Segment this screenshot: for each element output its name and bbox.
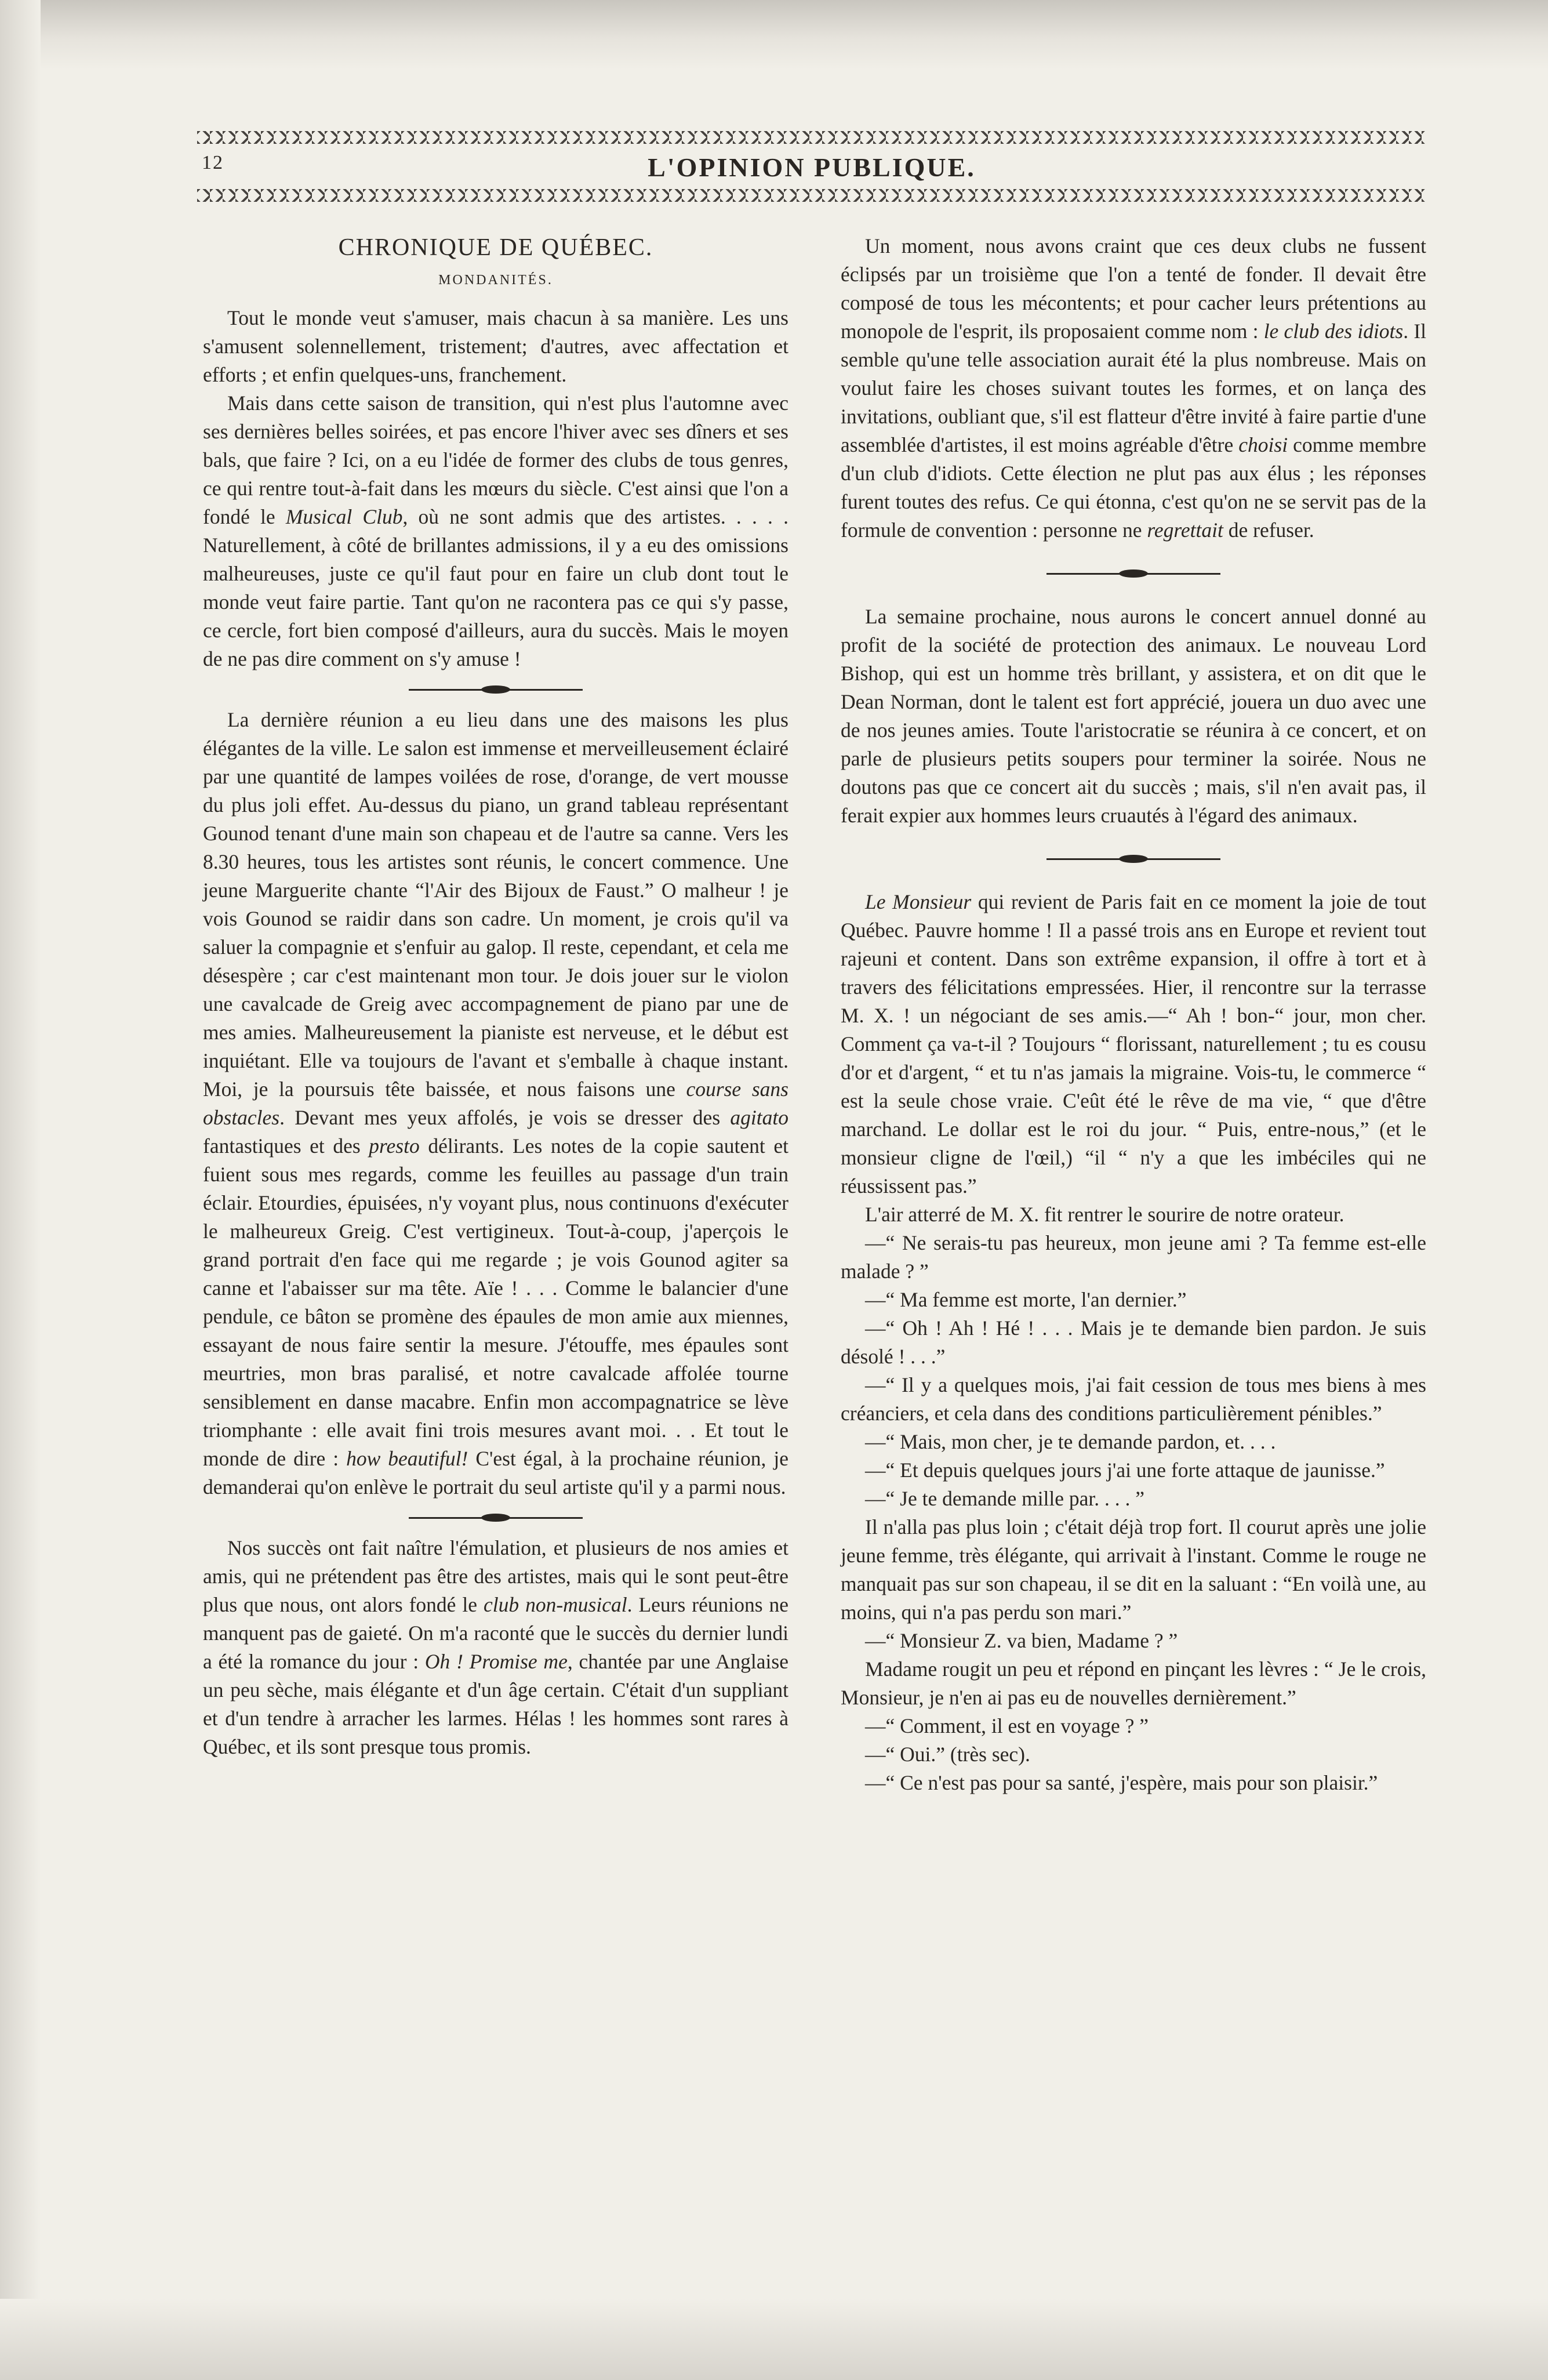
paragraph: Madame rougit un peu et répond en pinçant les lèvres : “ Je le crois, Monsieur, je n'en ai pas eu de nouvelles dernièrement.” — [841, 1657, 1426, 1709]
paragraph: Tout le monde veut s'amuser, mais chacun à sa manière. Les uns s'amusent solennellement, tristement; d'autres, avec affectation et efforts ; et enfin quelques-uns, franchement. — [203, 306, 788, 386]
section-separator — [841, 557, 1426, 590]
paragraph: Il n'alla pas plus loin ; c'était déjà trop fort. Il courut après une jolie jeune femme, très élégante, qui arrivait à l'instant. Comme le rouge ne manquait pas sur son chapeau, il se dit en la saluant : “En voilà une, au moins, qui n'a pas perdu son mari.” — [841, 1515, 1426, 1624]
journal-title: L'OPINION PUBLIQUE. — [648, 153, 976, 182]
dialogue-line: —“ Ma femme est morte, l'an dernier.” — [865, 1288, 1187, 1311]
paragraph: Le Monsieur qui revient de Paris fait en ce moment la joie de tout Québec. Pauvre homme ! Il a passé trois ans en Europe et revient tout rajeuni et content. Dans son extrême expansion, il offre à tort et à travers des félicitations empressées. Hier, il rencontre sur la terrasse M. X. ! un négociant de ses amis.—“ Ah ! bon-“ jour, mon cher. Comment ça va-t-il ? Toujours “ florissant, naturellement ; tu es cousu d'or et d'argent, “ et tu n'as jamais la migraine. Vois-tu, le commerce “ est la seule chose vraie. C'eût été le rêve de ma vie, “ que d'être marchand. Le dollar est le roi du jour. “ Puis, entre-nous,” (et le monsieur cligne de l'œil,) “il “ n'y a que les imbéciles qui ne réussissent pas.” — [841, 890, 1426, 1198]
dialogue-line: —“ Ce n'est pas pour sa santé, j'espère, mais pour son plaisir.” — [865, 1771, 1378, 1794]
left-column — [203, 232, 788, 1761]
dialogue-line: —“ Je te demande mille par. . . . ” — [865, 1487, 1145, 1510]
paragraph: Mais dans cette saison de transition, qui n'est plus l'automne avec ses dernières belles soirées, et pas encore l'hiver avec ses dîners et ses bals, que faire ? Ici, on a eu l'idée de former des clubs de tous genres, ce qui rentre tout-à-fait dans les mœurs du siècle. C'est ainsi que l'on a fondé le Musical Club, où ne sont admis que des artistes. . . . . Naturellement, à côté de brillantes admissions, il y a eu des omissions malheureuses, juste ce qu'il faut pour en faire un club dont tout le monde veut faire partie. Tant qu'on ne racontera pas ce qui s'y passe, ce cercle, fort bien composé d'ailleurs, aura du succès. Mais le moyen de ne pas dire comment on s'y amuse ! — [203, 391, 788, 670]
dialogue-line: —“ Comment, il est en voyage ? ” — [865, 1714, 1149, 1737]
paragraph: Nos succès ont fait naître l'émulation, et plusieurs de nos amies et amis, qui ne prétendent pas être des artistes, mais qui le sont peut-être plus que nous, ont alors fondé le club non-musical. Leurs réunions ne manquent pas de gaieté. On m'a raconté que le succès du dernier lundi a été la romance du jour : Oh ! Promise me, chantée par une Anglaise un peu sèche, mais élégante et d'un âge certain. C'était d'un suppliant et d'un tendre à arracher les larmes. Hélas ! les hommes sont rares à Québec, et ils sont presque tous promis. — [203, 1536, 788, 1758]
article-subtitle: MONDANITÉS. — [438, 273, 553, 288]
page-edge-top — [0, 0, 1548, 70]
dialogue-line: —“ Il y a quelques mois, j'ai fait cession de tous mes biens à mes créanciers, et cela dans des conditions particulièrement pénibles.” — [841, 1373, 1426, 1425]
page-edge-left — [0, 0, 41, 2380]
header-wavy-rule-top — [197, 131, 1426, 144]
dialogue-line: —“ Mais, mon cher, je te demande pardon, et. . . . — [865, 1430, 1276, 1453]
paragraph: L'air atterré de M. X. fit rentrer le sourire de notre orateur. — [865, 1203, 1344, 1226]
section-separator — [203, 1501, 788, 1534]
section-separator — [203, 673, 788, 706]
paragraph: La semaine prochaine, nous aurons le concert annuel donné au profit de la société de protection des animaux. Le nouveau Lord Bishop, qui est un homme très brillant, y assistera, et on dit que le Dean Norman, dont le talent est fort apprécié, jouera un duo avec une de nos jeunes amies. Toute l'aristocratie se réunira à ce concert, et on parle de plusieurs petits soupers pour terminer la soirée. Nous ne doutons pas que ce concert ait du succès ; mais, s'il n'en avait pas, il ferait expier aux hommes leurs cruautés à l'égard des animaux. — [841, 605, 1426, 827]
dialogue-line: —“ Monsieur Z. va bien, Madame ? ” — [865, 1629, 1178, 1652]
dialogue-line: —“ Oui.” (très sec). — [865, 1743, 1030, 1766]
page-edge-bottom — [0, 2299, 1548, 2380]
dialogue-line: —“ Et depuis quelques jours j'ai une forte attaque de jaunisse.” — [865, 1459, 1385, 1482]
paragraph: Un moment, nous avons craint que ces deux clubs ne fussent éclipsés par un troisième que l'on a tenté de fonder. Il devait être composé de tous les mécontents; et pour cacher leurs prétentions au monopole de l'esprit, ils proposaient comme nom : le club des idiots. Il semble qu'une telle association aurait été la plus nombreuse. Mais on voulut faire les choses suivant toutes les formes, et on lança des invitations, oubliant que, s'il est flatteur d'être invité à faire partie d'une assemblée d'artistes, il est moins agréable d'être choisi comme membre d'un club d'idiots. Cette élection ne plut pas aux élus ; les réponses furent toutes des refus. Ce qui étonna, c'est qu'on ne se servit pas de la formule de convention : personne ne regrettait de refuser. — [841, 234, 1427, 542]
paragraph: La dernière réunion a eu lieu dans une des maisons les plus élégantes de la ville. Le salon est immense et merveilleusement éclairé par une quantité de lampes voilées de rose, d'orange, de vert mousse du plus joli effet. Au-dessus du piano, un grand tableau représentant Gounod tenant d'une main son chapeau et de l'autre sa canne. Vers les 8.30 heures, tous les artistes sont réunis, le concert commence. Une jeune Marguerite chante “l'Air des Bijoux de Faust.” O malheur ! je vois Gounod se raidir dans son cadre. Un moment, je crois qu'il va saluer la compagnie et s'enfuir au galop. Il reste, cependant, et cela me désespère ; car c'est maintenant mon tour. Je dois jouer sur le violon une cavalcade de Greig avec accompagnement de piano par une de mes amies. Malheureusement la pianiste est nerveuse, et le début est inquiétant. Elle va toujours de l'avant et s'emballe à chaque instant. Moi, je la poursuis tête baissée, et nous faisons une course sans obstacles. Devant mes yeux affolés, je vois se dresser des agitato fantastiques et des presto délirants. Les notes de la copie sautent et fuient sous mes regards, comme les feuilles au passage d'un train éclair. Etourdies, épuisées, n'y voyant plus, nous continuons d'exécuter le malheureux Greig. C'est vertigineux. Tout-à-coup, j'aperçois le grand portrait d'en face qui me regarde ; je vois Gounod agiter sa canne et l'abaisser sur ma tête. Aïe ! . . . Comme le balancier d'une pendule, ce bâton se promène des épaules de mon amie aux miennes, essayant de nous faire sentir la mesure. J'étouffe, mes épaules sont meurtries, mon bras paralisé, et notre cavalcade affolée tourne sensiblement en danse macabre. Enfin mon accompagnatrice se lève triomphante : elle avait fini trois mesures avant moi. . . Et tout le monde de dire : how beautiful! C'est égal, à la prochaine réunion, je demanderai qu'on enlève le portrait du seul artiste qu'il y a parmi nous. — [203, 708, 788, 1499]
section-separator — [841, 843, 1426, 875]
article-title: CHRONIQUE DE QUÉBEC. — [338, 234, 653, 261]
page-header — [197, 152, 1426, 184]
dialogue-line: —“ Oh ! Ah ! Hé ! . . . Mais je te demande bien pardon. Je suis désolé ! . . .” — [841, 1316, 1426, 1368]
header-wavy-rule-bottom — [197, 189, 1426, 202]
page-number: 12 — [202, 152, 224, 173]
right-column — [841, 232, 1426, 1797]
dialogue-line: —“ Ne serais-tu pas heureux, mon jeune ami ? Ta femme est-elle malade ? ” — [841, 1231, 1426, 1283]
